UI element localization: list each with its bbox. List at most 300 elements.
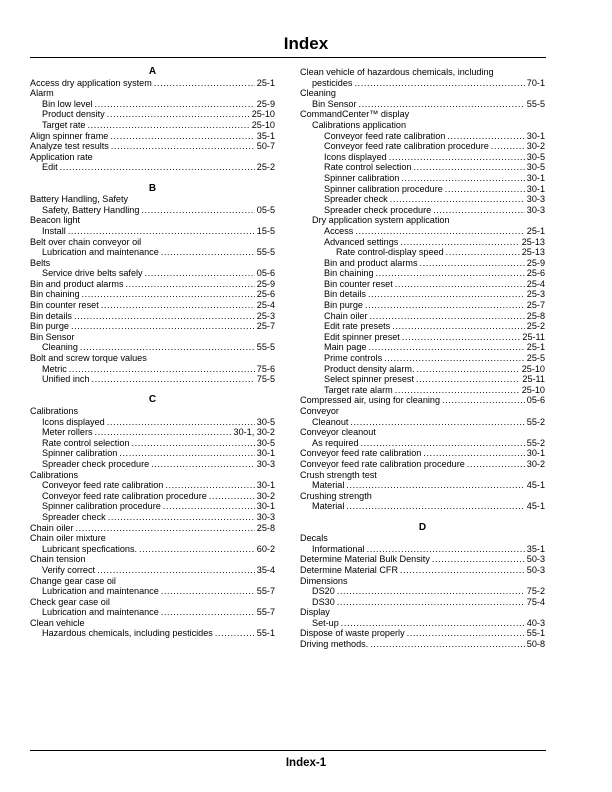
dot-leader [401, 173, 524, 184]
dot-leader [101, 300, 255, 311]
entry-term: Verify correct [42, 564, 96, 575]
entry-page: 75-4 [526, 596, 545, 607]
index-heading [300, 109, 545, 120]
entry-page: 25-11 [522, 331, 545, 342]
dot-leader [161, 586, 255, 597]
index-entry [30, 247, 275, 258]
entry-term: Beacon light [30, 215, 81, 226]
dot-leader [161, 247, 255, 258]
index-entry [300, 374, 545, 385]
entry-page: 30-5 [526, 151, 545, 162]
entry-term: Bin counter reset [324, 278, 393, 289]
entry-page: 55-7 [256, 586, 275, 597]
dot-leader [390, 194, 525, 205]
entry-term: Calibrations [30, 406, 79, 416]
index-entry [300, 597, 545, 608]
entry-term: Lubrication and maintenance [42, 247, 159, 258]
entry-term: Informational [312, 543, 365, 554]
dot-leader [361, 438, 525, 449]
entry-page: 05-6 [256, 268, 275, 279]
index-entry [300, 300, 545, 311]
entry-term: Chain oiler mixture [30, 533, 106, 544]
dot-leader [445, 184, 525, 195]
entry-term: Conveyor feed rate calibration procedure [324, 141, 489, 152]
index-heading [30, 353, 275, 364]
section-letter: D [418, 522, 427, 533]
entry-term: Determine Material CFR [300, 564, 399, 575]
dot-leader [97, 565, 255, 576]
index-entry [30, 268, 275, 279]
entry-term: Set-up [312, 617, 339, 628]
entry-term: Crushing strength [300, 490, 372, 501]
index-heading [30, 618, 275, 629]
entry-term: Conveyor feed rate calibration [324, 130, 446, 141]
index-heading [300, 427, 545, 438]
entry-page: 55-2 [526, 437, 545, 448]
index-entry [30, 586, 275, 597]
entry-term: Dry application system application [312, 215, 450, 226]
index-entry [300, 385, 545, 396]
entry-page: 35-1 [526, 543, 545, 554]
index-entry [30, 78, 275, 89]
index-entry [300, 279, 545, 290]
entry-term: Unified inch [42, 374, 90, 385]
index-entry [300, 628, 545, 639]
entry-term: Conveyor [300, 406, 339, 416]
entry-term: Spreader check [42, 511, 106, 522]
entry-term: Product density [42, 109, 105, 120]
dot-leader [71, 321, 255, 332]
index-heading [30, 215, 275, 226]
dot-leader [74, 311, 255, 322]
dot-leader [367, 544, 525, 555]
entry-term: Spinner calibration [324, 172, 400, 183]
dot-leader [111, 141, 255, 152]
entry-term: Clean vehicle of hazardous chemicals, including [300, 67, 494, 77]
page-footer: Index-1 [285, 757, 327, 769]
entry-term: Bin purge [324, 300, 363, 311]
entry-term: Conveyor feed rate calibration procedure [300, 458, 465, 469]
entry-page: 25-10 [521, 363, 545, 374]
entry-term: Icons displayed [324, 151, 387, 162]
dot-leader [82, 289, 255, 300]
entry-term: Bin Sensor [30, 331, 75, 342]
entry-page: 55-1 [526, 628, 545, 639]
index-heading [30, 258, 275, 269]
entry-term: Crush strength test [300, 469, 377, 480]
entry-page: 60-2 [256, 543, 275, 554]
index-heading [300, 215, 545, 226]
index-entry [300, 311, 545, 322]
index-entry [300, 131, 545, 142]
entry-term: Belt over chain conveyor oil [30, 236, 142, 247]
entry-page: 30-1 [256, 501, 275, 512]
entry-page: 25-9 [256, 98, 275, 109]
entry-page: 30-5 [256, 416, 275, 427]
entry-term: Calibrations [30, 469, 79, 480]
footer-rule [30, 750, 546, 751]
entry-term: Bin chaining [324, 268, 374, 279]
index-entry [300, 342, 545, 353]
dot-leader [60, 162, 255, 173]
entry-page: 50-7 [256, 141, 275, 152]
index-heading [300, 470, 545, 481]
entry-page: 55-7 [256, 607, 275, 618]
index-entry [300, 639, 545, 650]
index-entry [30, 289, 275, 300]
index-entry [300, 78, 545, 89]
entry-term: Service drive belts safely [42, 268, 143, 279]
dot-leader [139, 544, 255, 555]
index-entry [300, 268, 545, 279]
entry-term: Bin purge [30, 321, 69, 332]
index-entry [30, 427, 275, 438]
entry-page: 25-9 [526, 257, 545, 268]
index-entry [300, 258, 545, 269]
entry-term: Change gear case oil [30, 575, 116, 586]
entry-term: Check gear case oil [30, 596, 110, 607]
entry-term: DS30 [312, 596, 335, 607]
index-entry [300, 565, 545, 576]
dot-leader [395, 385, 520, 396]
entry-page: 30-3 [526, 194, 545, 205]
entry-term: Application rate [30, 151, 93, 162]
entry-page: 25-1 [526, 225, 545, 236]
entry-term: Main page [324, 342, 367, 353]
entry-page: 25-2 [526, 321, 545, 332]
index-entry [30, 565, 275, 576]
dot-leader [337, 597, 525, 608]
index-entry [300, 162, 545, 173]
dot-leader [154, 78, 255, 89]
entry-term: pesticides [312, 77, 353, 88]
entry-term: Hazardous chemicals, including pesticides [42, 628, 213, 639]
entry-term: Display [300, 607, 330, 618]
header-rule [30, 57, 546, 58]
entry-page: 25-4 [256, 300, 275, 311]
entry-page: 25-1 [526, 342, 545, 353]
dot-leader [416, 374, 520, 385]
dot-leader [337, 586, 525, 597]
entry-term: Compressed air, using for cleaning [300, 395, 441, 406]
index-entry [300, 395, 545, 406]
entry-page: 25-13 [521, 247, 545, 258]
index-entry [30, 438, 275, 449]
index-heading [30, 406, 275, 417]
entry-page: 35-4 [256, 564, 275, 575]
entry-term: Calibrations application [312, 119, 407, 130]
index-heading [30, 88, 275, 99]
section-letter: B [148, 183, 157, 194]
entry-term: Dispose of waste properly [300, 628, 405, 639]
index-entry [300, 247, 545, 258]
index-heading [30, 237, 275, 248]
index-entry [30, 342, 275, 353]
entry-page: 25-9 [256, 278, 275, 289]
entry-term: Spinner calibration [42, 448, 118, 459]
entry-term: Spreader check [324, 194, 388, 205]
entry-term: Belts [30, 257, 51, 268]
index-entry [30, 491, 275, 502]
entry-term: Bin details [324, 289, 366, 300]
dot-leader [400, 565, 525, 576]
index-entry [30, 628, 275, 639]
dot-leader [346, 480, 524, 491]
entry-term: Cleaning [42, 342, 78, 353]
dot-leader [384, 353, 525, 364]
entry-term: Bin details [30, 310, 72, 321]
index-heading [30, 597, 275, 608]
entry-term: Cleaning [300, 88, 336, 99]
entry-term: Safety, Battery Handling [42, 204, 140, 215]
index-entry [30, 459, 275, 470]
index-entry [300, 99, 545, 110]
entry-page: 45-1 [526, 501, 545, 512]
entry-term: Access dry application system [30, 77, 152, 88]
entry-page: 30-1 [526, 448, 545, 459]
index-entry [30, 374, 275, 385]
entry-term: Product density alarm. [324, 363, 415, 374]
index-entry [30, 417, 275, 428]
index-heading [300, 491, 545, 502]
index-entry [30, 512, 275, 523]
dot-leader [355, 226, 524, 237]
entry-page: 55-5 [256, 247, 275, 258]
entry-term: Dimensions [300, 575, 348, 586]
entry-term: Select spinner presest [324, 374, 414, 385]
index-entry [300, 321, 545, 332]
entry-page: 25-10 [251, 119, 275, 130]
dot-leader [92, 374, 255, 385]
entry-page: 25-4 [526, 278, 545, 289]
entry-term: Clean vehicle [30, 617, 85, 628]
entry-term: CommandCenter™ display [300, 109, 410, 120]
section-letter: C [148, 395, 157, 406]
entry-term: Rate control-display speed [336, 247, 444, 258]
dot-leader [369, 311, 524, 322]
dot-leader [491, 141, 525, 152]
entry-term: Meter rollers [42, 427, 93, 438]
index-entry [300, 194, 545, 205]
entry-page: 25-7 [526, 300, 545, 311]
entry-page: 35-1 [256, 130, 275, 141]
dot-leader [446, 247, 520, 258]
dot-leader [365, 300, 525, 311]
index-entry [30, 480, 275, 491]
index-heading [30, 152, 275, 163]
entry-page: 75-5 [256, 374, 275, 385]
index-entry [30, 300, 275, 311]
index-entry [300, 459, 545, 470]
entry-term: Access [324, 225, 354, 236]
entry-page: 30-1 [256, 480, 275, 491]
dot-leader [95, 99, 255, 110]
dot-leader [80, 342, 255, 353]
section-spacer [300, 512, 545, 523]
index-entry [300, 364, 545, 375]
entry-term: Bin counter reset [30, 300, 99, 311]
index-entry [300, 141, 545, 152]
entry-page: 30-1 [526, 183, 545, 194]
dot-leader [151, 459, 255, 470]
entry-term: Rate control selection [42, 437, 130, 448]
dot-leader [163, 501, 255, 512]
entry-page: 25-3 [256, 310, 275, 321]
entry-page: 25-8 [256, 522, 275, 533]
section-spacer [30, 173, 275, 184]
entry-page: 30-2 [526, 141, 545, 152]
entry-page: 25-6 [526, 268, 545, 279]
entry-term: Bolt and screw torque values [30, 353, 147, 364]
index-entry [30, 607, 275, 618]
entry-page: 30-1, 30-2 [233, 427, 275, 438]
index-entry [30, 162, 275, 173]
dot-leader [95, 427, 232, 438]
index-entry [30, 321, 275, 332]
dot-leader [209, 491, 255, 502]
dot-leader [141, 205, 254, 216]
entry-page: 25-1 [256, 77, 275, 88]
entry-term: DS20 [312, 586, 335, 597]
entry-term: Prime controls [324, 353, 383, 364]
entry-page: 30-2 [526, 458, 545, 469]
entry-term: Driving methods. [300, 639, 369, 650]
entry-page: 30-2 [256, 490, 275, 501]
entry-term: Edit [42, 162, 58, 173]
index-heading [30, 576, 275, 587]
index-entry [30, 523, 275, 534]
entry-term: Spreader check procedure [324, 204, 432, 215]
entry-term: Lubrication and maintenance [42, 607, 159, 618]
index-entry [30, 544, 275, 555]
index-entry [300, 289, 545, 300]
entry-term: Material [312, 501, 345, 512]
index-column-right [300, 67, 545, 650]
entry-term: Conveyor feed rate calibration [300, 448, 422, 459]
entry-term: Material [312, 480, 345, 491]
entry-term: Chain tension [30, 554, 86, 565]
entry-page: 25-7 [256, 321, 275, 332]
entry-page: 30-5 [526, 162, 545, 173]
dot-leader [110, 131, 254, 142]
entry-page: 30-3 [256, 511, 275, 522]
dot-leader [341, 618, 525, 629]
dot-leader [413, 162, 524, 173]
dot-leader [108, 512, 255, 523]
index-entry [30, 311, 275, 322]
index-entry [300, 332, 545, 343]
index-entry [30, 109, 275, 120]
dot-leader [442, 395, 525, 406]
dot-leader [75, 523, 254, 534]
entry-term: Target rate [42, 119, 86, 130]
index-entry [300, 448, 545, 459]
entry-term: Decals [300, 533, 328, 544]
index-heading [300, 67, 545, 78]
index-heading [30, 470, 275, 481]
entry-term: Chain oiler [324, 310, 368, 321]
index-heading [300, 607, 545, 618]
dot-leader [392, 321, 525, 332]
dot-leader [165, 480, 254, 491]
dot-leader [447, 131, 524, 142]
entry-page: 15-5 [256, 225, 275, 236]
dot-leader [68, 226, 255, 237]
entry-page: 25-10 [521, 384, 545, 395]
dot-leader [467, 459, 525, 470]
section-letter: A [148, 67, 157, 77]
entry-term: Lubrication and maintenance [42, 586, 159, 597]
index-entry [300, 353, 545, 364]
entry-term: Lubricant specfications. [42, 543, 138, 554]
index-entry [300, 544, 545, 555]
index-entry [300, 480, 545, 491]
dot-leader [87, 120, 249, 131]
index-heading [30, 554, 275, 565]
entry-page: 25-10 [251, 109, 275, 120]
dot-leader [107, 417, 255, 428]
index-entry [30, 501, 275, 512]
entry-term: Chain oiler [30, 522, 74, 533]
entry-page: 45-1 [526, 480, 545, 491]
entry-page: 50-3 [526, 554, 545, 565]
entry-term: Bin and product alarms [324, 257, 418, 268]
dot-leader [215, 628, 255, 639]
entry-term: As required [312, 437, 359, 448]
index-entry [300, 501, 545, 512]
index-heading [30, 194, 275, 205]
dot-leader [407, 628, 525, 639]
entry-page: 25-3 [526, 289, 545, 300]
entry-term: Advanced settings [324, 236, 399, 247]
entry-page: 70-1 [526, 77, 545, 88]
dot-leader [119, 448, 254, 459]
dot-leader [389, 152, 525, 163]
dot-leader [161, 607, 255, 618]
entry-page: 25-2 [256, 162, 275, 173]
dot-leader [126, 279, 255, 290]
index-entry [30, 120, 275, 131]
dot-leader [402, 332, 521, 343]
index-entry [30, 364, 275, 375]
index-entry [300, 173, 545, 184]
index-entry [300, 226, 545, 237]
dot-leader [368, 289, 525, 300]
entry-term: Icons displayed [42, 416, 105, 427]
entry-page: 55-5 [526, 98, 545, 109]
section-spacer [30, 385, 275, 396]
entry-page: 05-5 [256, 204, 275, 215]
entry-term: Align spinner frame [30, 130, 109, 141]
entry-term: Spreader check procedure [42, 458, 150, 469]
index-heading [300, 406, 545, 417]
index-heading [300, 576, 545, 587]
dot-leader [400, 237, 519, 248]
entry-page: 30-3 [526, 204, 545, 215]
dot-leader [423, 448, 524, 459]
entry-term: Bin low level [42, 98, 93, 109]
dot-leader [131, 438, 254, 449]
entry-page: 30-5 [256, 437, 275, 448]
index-heading [300, 533, 545, 544]
entry-page: 55-5 [256, 342, 275, 353]
index-heading [30, 332, 275, 343]
index-entry [30, 131, 275, 142]
dot-leader [350, 417, 524, 428]
index-entry [30, 279, 275, 290]
dot-leader [432, 554, 525, 565]
entry-term: Spinner calibration procedure [42, 501, 161, 512]
